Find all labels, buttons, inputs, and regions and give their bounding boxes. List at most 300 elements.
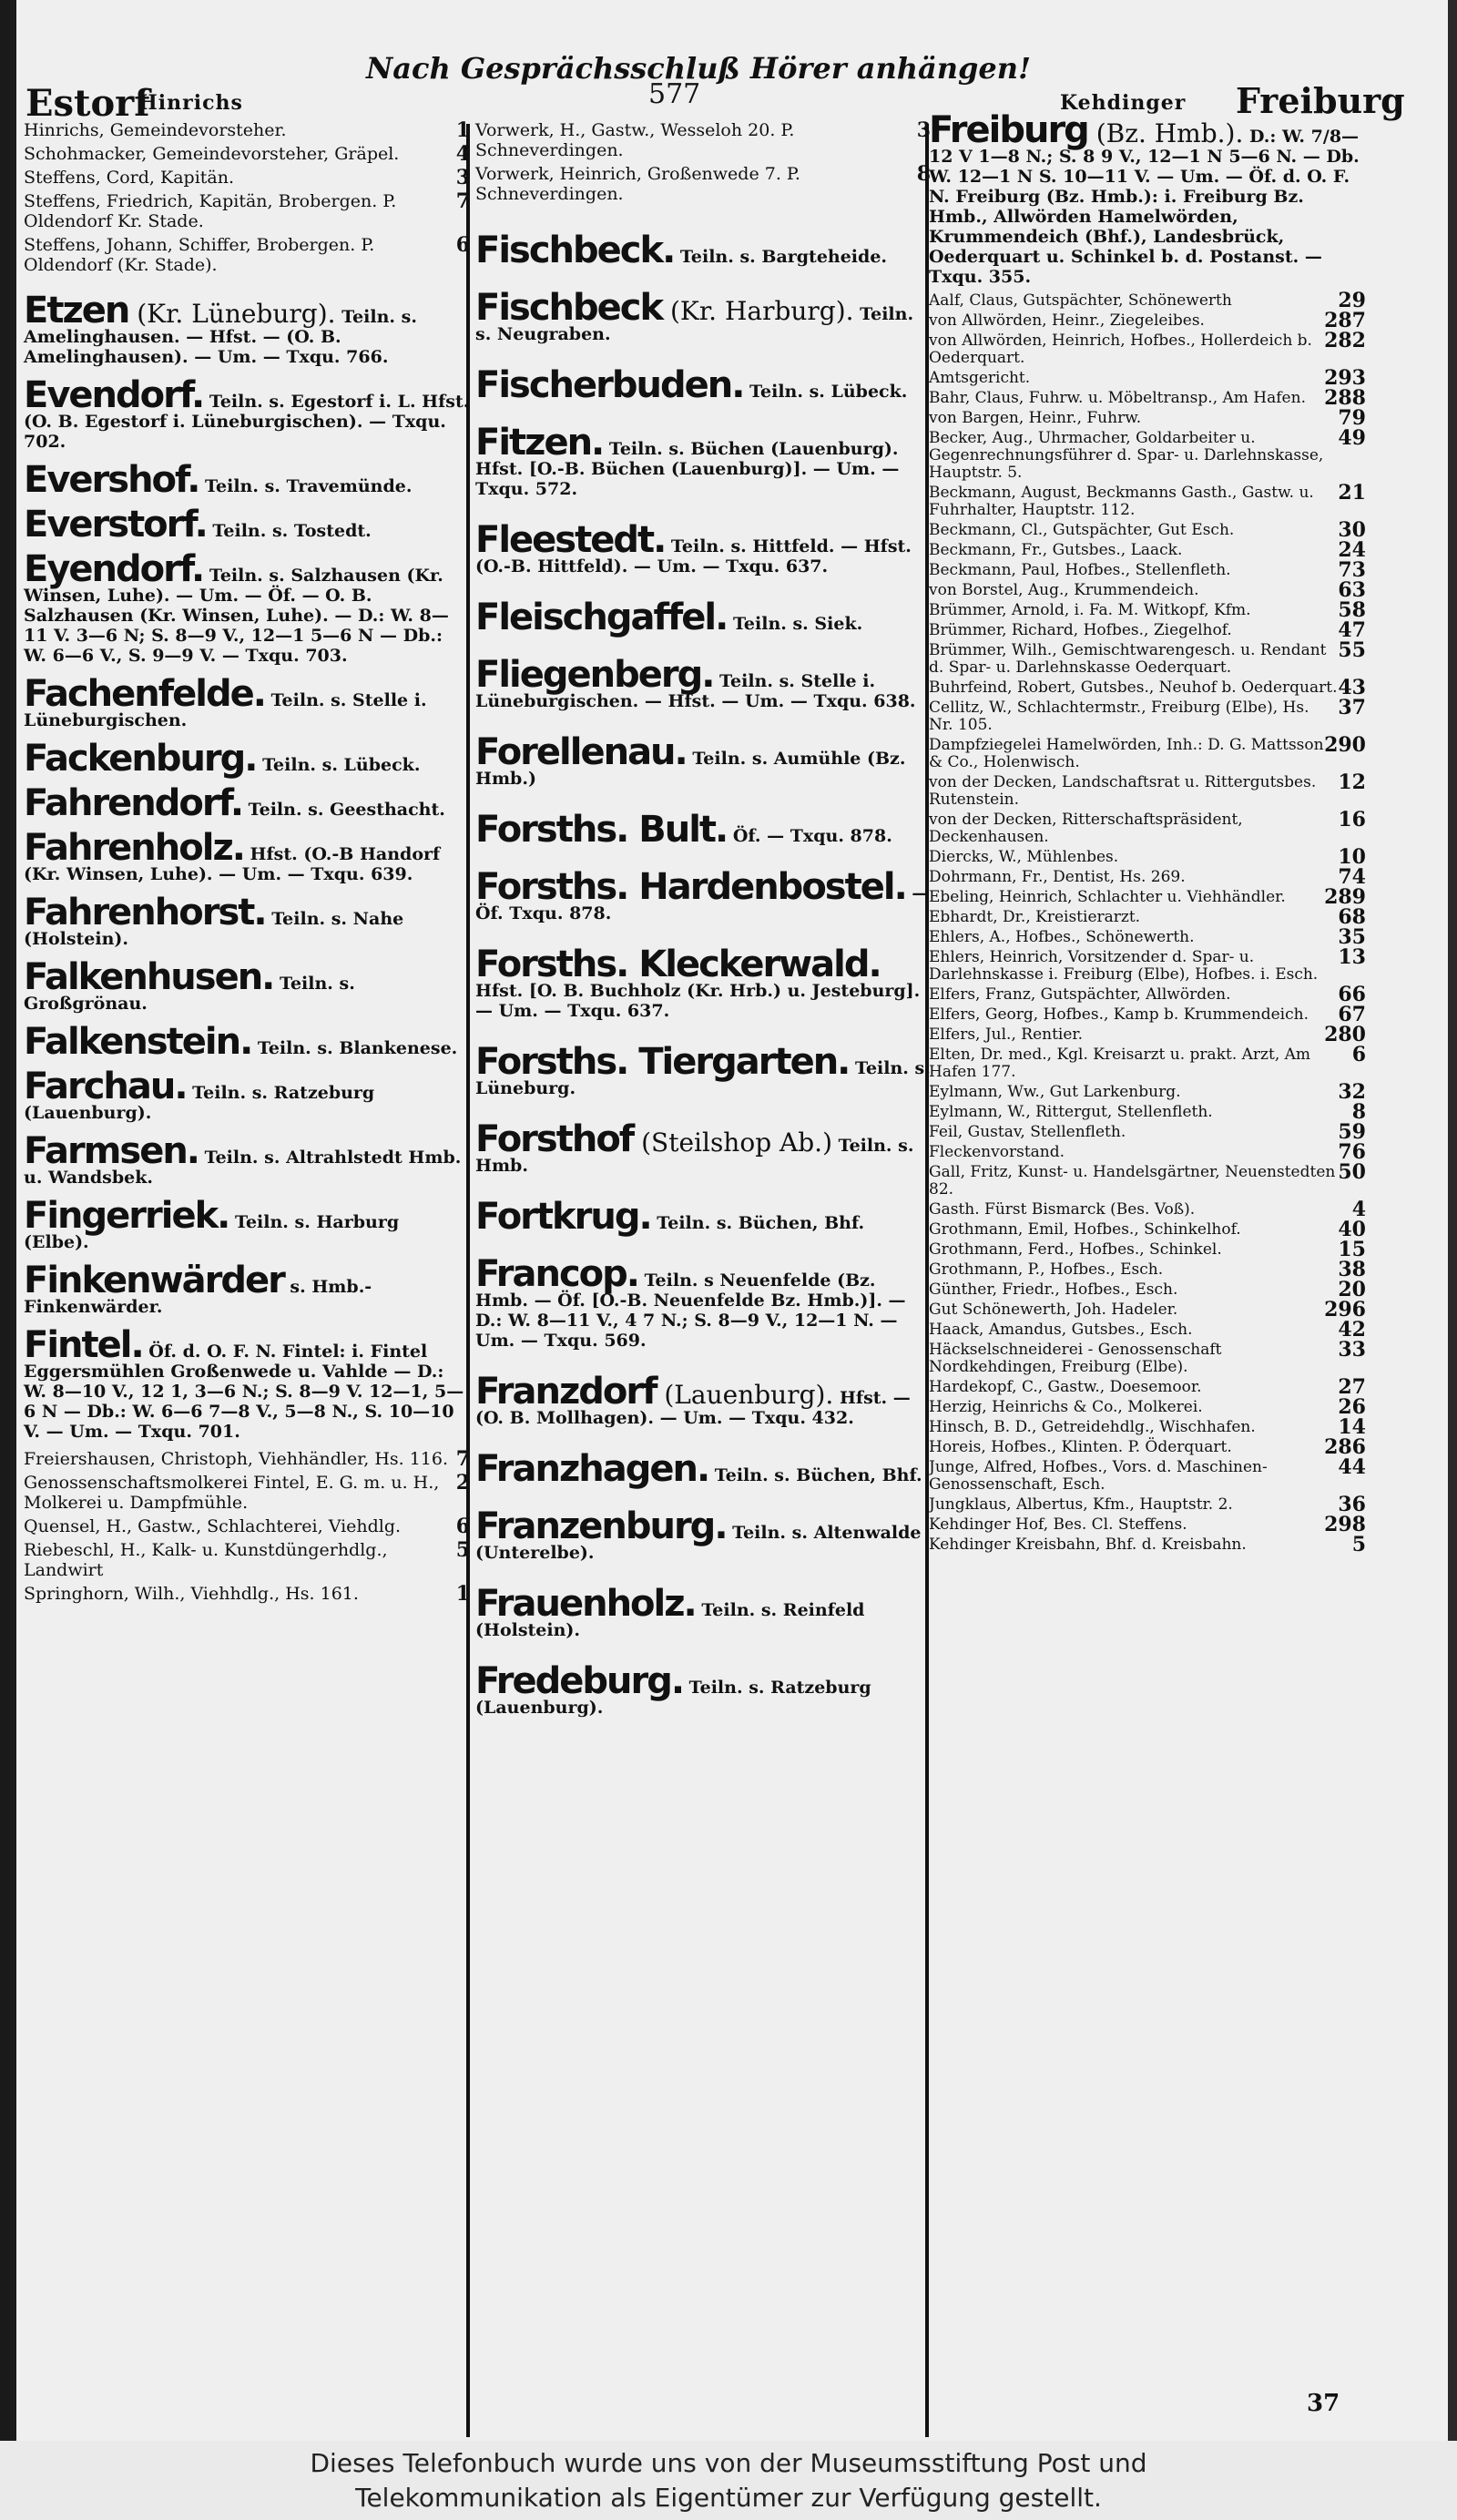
listing-text: Beckmann, Cl., Gutspächter, Gut Esch. [929, 521, 1235, 539]
place-info: Teiln. s. Büchen (Lauenburg). Hfst. [O.-B. Büchen (Lauenburg)]. — Um. — Txqu. 572. [475, 439, 900, 499]
place-name: Etzen [24, 290, 129, 332]
listing-text: Riebeschl, H., Kalk- u. Kunstdüngerhdlg., Landwirt [24, 1540, 388, 1580]
place-entry [475, 866, 931, 923]
listing-text: Junge, Alfred, Hofbes., Vors. d. Maschinen-Genossenschaft, Esch. [929, 1458, 1268, 1494]
listing-text: Grothmann, P., Hofbes., Esch. [929, 1260, 1164, 1279]
listing-text: Genossenschaftsmolkerei Fintel, E. G. m. u. H., Molkerei u. Dampfmühle. [24, 1473, 440, 1513]
place-info: Teiln. s. Travemünde. [199, 476, 413, 496]
listing-entry [929, 1435, 1366, 1459]
phone-number: 3 [455, 166, 470, 189]
header-page-number: 577 [648, 78, 701, 110]
phone-number: 8 [1351, 1100, 1366, 1124]
listing-text: Elten, Dr. med., Kgl. Kreisarzt u. prakt. Arzt, Am Hafen 177. [929, 1046, 1311, 1081]
column-3 [929, 109, 1366, 1556]
phone-number: 286 [1324, 1435, 1366, 1459]
listing-entry [929, 1080, 1366, 1104]
listing-entry [24, 120, 470, 140]
phone-number: 290 [1324, 733, 1366, 757]
listing-text: Häckselschneiderei - Genossenschaft Nordkehdingen, Freiburg (Elbe). [929, 1341, 1222, 1376]
listing-entry [24, 1584, 470, 1604]
listing-text: von Borstel, Aug., Krummendeich. [929, 581, 1199, 599]
place-name: Forsths. Bult. [475, 809, 728, 851]
listing-text: Grothmann, Emil, Hofbes., Schinkelhof. [929, 1220, 1241, 1239]
place-info: Teiln. s. Büchen, Bhf. [708, 1465, 922, 1485]
phone-number: 1 [455, 118, 470, 142]
listing-entry [24, 1516, 470, 1536]
listing-text: Jungklaus, Albertus, Kfm., Hauptstr. 2. [929, 1495, 1233, 1514]
listing-entry [929, 1395, 1366, 1419]
place-name: Franzhagen. [475, 1448, 709, 1490]
listing-entry [929, 598, 1366, 622]
phone-number: 20 [1338, 1278, 1366, 1301]
place-info: Hfst. — (O. B. Mollhagen). — Um. — Txqu. 432. [475, 1388, 911, 1428]
place-name: Francop. [475, 1253, 638, 1295]
phone-number: 282 [1324, 329, 1366, 352]
place-name: Fischerbuden. [475, 364, 744, 406]
place-name: Eyendorf. [24, 548, 204, 590]
place-info: Teiln. s. Ratzeburg (Lauenburg). [24, 1083, 375, 1123]
listing-entry [929, 1043, 1366, 1081]
place-info: Teiln. s. Lüneburg. [475, 1058, 931, 1098]
place-entry [24, 290, 470, 367]
phone-number: 42 [1338, 1318, 1366, 1342]
phone-number: 296 [1324, 1298, 1366, 1321]
listing-text: Brümmer, Wilh., Gemischtwarengesch. u. Rendant d. Spar- u. Darlehnskasse Oederquart. [929, 641, 1327, 677]
place-entry [475, 944, 931, 1021]
listing-entry [24, 1449, 470, 1469]
place-name: Fahrendorf. [24, 782, 243, 824]
place-info: Teiln. s Neuenfelde (Bz. Hmb. — Öf. [O.-B. Neuenfelde Bz. Hmb.)]. — D.: W. 8—11 V., 4 7 N.; S. 8—9 V., 12—1 N. — Um. — Txqu. 569. [475, 1270, 906, 1351]
listing-entry [929, 1455, 1366, 1494]
place-entry [475, 654, 931, 711]
phone-number: 40 [1338, 1218, 1366, 1241]
place-info: D.: W. 7/8—12 V 1—8 N.; S. 8 9 V., 12—1 N 5—6 N. — Db. W. 12—1 N S. 10—11 V. — Um. — Öf. d. O. F. N. Freiburg (Bz. Hmb.): i. Freiburg Bz. Hmb., Allwörden Hamelwörden, Krummendeich (Bhf.), Landesbrück, Oederquart u. Schinkel b. d. Postanst. — Txqu. 355. [929, 127, 1360, 287]
place-name: Fleischgaffel. [475, 597, 728, 638]
phone-number: 35 [1338, 925, 1366, 949]
place-name: Frauenholz. [475, 1583, 696, 1625]
header-right-name: Kehdinger [1060, 91, 1187, 115]
place-name: Fingerriek. [24, 1195, 229, 1237]
listing-entry [929, 518, 1366, 542]
place-name: Fischbeck. [475, 230, 675, 271]
listing-entry [929, 638, 1366, 677]
place-info: Teiln. s. Neugraben. [475, 304, 914, 344]
place-entry [24, 1130, 470, 1188]
listing-text: Gut Schönewerth, Joh. Hadeler. [929, 1301, 1178, 1319]
place-entry [475, 422, 931, 499]
listing-text: Ehlers, Heinrich, Vorsitzender d. Spar- u. Darlehnskasse i. Freiburg (Elbe), Hofbes. i. Esch. [929, 948, 1319, 984]
listing-entry [929, 1375, 1366, 1399]
place-entry [24, 782, 470, 824]
listing-text: Dampfziegelei Hamelwörden, Inh.: D. G. Mattsson & Co., Holenwisch. [929, 736, 1324, 771]
listing-entry [475, 164, 931, 204]
listing-text: Kehdinger Kreisbahn, Bhf. d. Kreisbahn. [929, 1535, 1247, 1554]
listing-text: Kehdinger Hof, Bes. Cl. Steffens. [929, 1515, 1187, 1534]
listing-entry [24, 235, 470, 275]
phone-number: 32 [1338, 1080, 1366, 1104]
header-right-place: Freiburg [1236, 80, 1405, 121]
listing-entry [929, 1258, 1366, 1281]
listing-text: Feil, Gustav, Stellenfleth. [929, 1123, 1126, 1141]
place-name: Finkenwärder [24, 1260, 284, 1301]
place-entry [24, 459, 470, 501]
phone-number: 5 [455, 1538, 470, 1562]
phone-number: 68 [1338, 905, 1366, 929]
listing-entry [929, 845, 1366, 869]
listing-entry [929, 578, 1366, 602]
phone-number: 280 [1324, 1023, 1366, 1046]
listing-text: Beckmann, Paul, Hofbes., Stellenfleth. [929, 561, 1231, 579]
place-name: Fortkrug. [475, 1196, 651, 1238]
phone-number: 29 [1338, 289, 1366, 312]
place-entry [475, 287, 931, 344]
footer-notice [0, 2441, 1457, 2520]
phone-number: 67 [1338, 1003, 1366, 1026]
listing-entry [929, 1513, 1366, 1536]
listing-text: Fleckenvorstand. [929, 1143, 1065, 1161]
place-qualifier: (Steilshop Ab.) [633, 1127, 832, 1158]
listing-text: Elfers, Franz, Gutspächter, Allwörden. [929, 985, 1231, 1004]
listing-entry [929, 386, 1366, 410]
place-info: Teiln. s. Salzhausen (Kr. Winsen, Luhe). — Um. — Öf. — O. B. Salzhausen (Kr. Winsen, Luhe). — D.: W. 8—11 V. 3—6 N; S. 8—9 V., 12—1 5—6 N — Db.: W. 6—6 V., S. 9—9 V. — Txqu. 703. [24, 566, 449, 666]
listing-text: Hinsch, B. D., Getreidehdlg., Wischhafen. [929, 1418, 1256, 1436]
place-entry [24, 1021, 470, 1063]
place-entry [475, 809, 931, 851]
place-info: Teiln. s. Egestorf i. L. Hfst. (O. B. Egestorf i. Lüneburgischen). — Txqu. 702. [24, 392, 470, 452]
phone-number: 289 [1324, 885, 1366, 909]
place-qualifier: (Kr. Harburg). [662, 296, 854, 326]
listing-entry [929, 925, 1366, 949]
listing-entry [929, 1415, 1366, 1439]
listing-text: Brümmer, Richard, Hofbes., Ziegelhof. [929, 621, 1232, 639]
listing-text: Horeis, Hofbes., Klinten. P. Öderquart. [929, 1438, 1232, 1456]
phone-number: 6 [455, 1515, 470, 1538]
place-name: Falkenstein. [24, 1021, 252, 1063]
listing-text: Elfers, Georg, Hofbes., Kamp b. Krummendeich. [929, 1005, 1309, 1024]
phone-number: 43 [1338, 676, 1366, 699]
phone-number: 12 [1338, 770, 1366, 794]
phone-number: 79 [1338, 406, 1366, 430]
listing-entry [24, 168, 470, 188]
phone-number: 16 [1338, 808, 1366, 831]
place-name: Fliegenberg. [475, 654, 714, 696]
phone-number: 287 [1324, 309, 1366, 332]
place-entry [24, 504, 470, 546]
place-info: Teiln. s. Lübeck. [743, 382, 908, 402]
listing-entry [24, 1473, 470, 1513]
place-entry [475, 1041, 931, 1098]
place-info: s. Hmb.-Finkenwärder. [24, 1277, 372, 1317]
place-name: Fackenburg. [24, 738, 257, 780]
place-name: Evendorf. [24, 374, 204, 416]
phone-number: 47 [1338, 618, 1366, 642]
listing-text: Brümmer, Arnold, i. Fa. M. Witkopf, Kfm. [929, 601, 1251, 619]
place-entry [475, 1371, 931, 1428]
phone-number: 37 [1338, 696, 1366, 719]
place-name: Fischbeck [475, 287, 663, 329]
phone-number: 6 [455, 233, 470, 257]
place-info: Teiln. s. Hmb. [475, 1136, 914, 1176]
place-info: Teiln. s. Büchen, Bhf. [650, 1213, 865, 1233]
place-info: Öf. d. O. F. N. Fintel: i. Fintel Eggersmühlen Großenwede u. Vahlde — D.: W. 8—10 V., 12 1, 3—6 N.; S. 8—9 V. 12—1, 5—6 N — Db.: W. 6—6 7—8 V., 5—8 N., S. 10—10 V. — Um. — Txqu. 701. [24, 1342, 464, 1442]
place-info: Teiln. s. Ratzeburg (Lauenburg). [475, 1678, 871, 1718]
place-info: Teiln. s. Blankenese. [251, 1038, 458, 1058]
phone-number: 6 [1351, 1043, 1366, 1066]
listing-entry [929, 1298, 1366, 1321]
phone-number: 4 [455, 142, 470, 166]
phone-number: 21 [1338, 481, 1366, 505]
listing-text: Vorwerk, H., Gastw., Wesseloh 20. P. Schneverdingen. [475, 120, 795, 160]
phone-number: 1 [455, 1582, 470, 1606]
listing-entry [929, 983, 1366, 1006]
place-entry [475, 1660, 931, 1718]
phone-number: 59 [1338, 1120, 1366, 1144]
listing-text: Eylmann, Ww., Gut Larkenburg. [929, 1083, 1181, 1101]
listing-entry [929, 1493, 1366, 1516]
listing-text: Ebeling, Heinrich, Schlachter u. Viehhändler. [929, 888, 1286, 906]
listing-entry [929, 1533, 1366, 1556]
place-entry [475, 731, 931, 789]
phone-number: 298 [1324, 1513, 1366, 1536]
place-entry [24, 738, 470, 780]
place-entry [475, 597, 931, 638]
place-entry [24, 892, 470, 949]
listing-text: Diercks, W., Mühlenbes. [929, 848, 1119, 866]
phone-number: 63 [1338, 578, 1366, 602]
listing-entry [929, 733, 1366, 771]
phone-number: 14 [1338, 1415, 1366, 1439]
place-name: Freiburg [929, 109, 1088, 151]
phone-number: 8 [916, 162, 931, 186]
listing-entry [929, 1023, 1366, 1046]
listing-entry [929, 905, 1366, 929]
place-entry [24, 956, 470, 1014]
phone-number: 76 [1338, 1140, 1366, 1164]
place-entry [475, 230, 931, 271]
place-name: Fleestedt. [475, 519, 666, 561]
listing-text: Vorwerk, Heinrich, Großenwede 7. P. Schneverdingen. [475, 164, 800, 204]
phone-number: 15 [1338, 1238, 1366, 1261]
phone-number: 4 [1351, 1198, 1366, 1221]
listing-text: Beckmann, Fr., Gutsbes., Laack. [929, 541, 1183, 559]
place-entry [475, 1505, 931, 1563]
place-info: Teiln. s. Stelle i. Lüneburgischen. [24, 690, 427, 730]
listing-entry [929, 1278, 1366, 1301]
phone-number: 13 [1338, 945, 1366, 969]
place-entry [24, 1260, 470, 1317]
place-name: Franzdorf [475, 1371, 657, 1413]
listing-entry [24, 191, 470, 231]
listing-entry [929, 1160, 1366, 1199]
listing-entry [929, 770, 1366, 809]
phone-number: 3 [916, 118, 931, 142]
header-notice: Nach Gesprächsschluß Hörer anhängen! [365, 51, 1032, 86]
listing-entry [475, 120, 931, 160]
place-info: Teiln. s. Großgrönau. [24, 974, 355, 1014]
header-left-place: Estorf [25, 82, 150, 125]
listing-entry [929, 309, 1366, 332]
listing-entry [929, 1238, 1366, 1261]
listing-entry [929, 1100, 1366, 1124]
listing-entry [929, 406, 1366, 430]
listing-text: von Allwörden, Heinrich, Hofbes., Hollerdeich b. Oederquart. [929, 332, 1312, 367]
place-info: Teiln. s. Altrahlstedt Hmb. u. Wandsbek. [24, 1148, 462, 1188]
listing-entry [929, 1140, 1366, 1164]
listing-entry [929, 1198, 1366, 1221]
phone-number: 36 [1338, 1493, 1366, 1516]
listing-text: Dohrmann, Fr., Dentist, Hs. 269. [929, 868, 1186, 886]
phone-number: 55 [1338, 638, 1366, 662]
listing-text: Beckmann, August, Beckmanns Gasth., Gastw. u. Fuhrhalter, Hauptstr. 112. [929, 484, 1314, 519]
place-entry [475, 364, 931, 406]
place-info: Teiln. s. Harburg (Elbe). [24, 1212, 400, 1252]
place-info: Teiln. s. Siek. [727, 614, 863, 634]
place-name: Evershof. [24, 459, 199, 501]
column-2 [475, 120, 931, 1718]
listing-text: Gall, Fritz, Kunst- u. Handelsgärtner, Neuenstedten 82. [929, 1163, 1336, 1199]
phone-number: 5 [1351, 1533, 1366, 1556]
place-entry [24, 673, 470, 730]
listing-text: Ehlers, A., Hofbes., Schönewerth. [929, 928, 1195, 946]
place-name: Fahrenholz. [24, 827, 244, 869]
place-name: Fintel. [24, 1324, 143, 1366]
listing-entry [929, 885, 1366, 909]
place-info: — Öf. Txqu. 878. [475, 883, 930, 923]
footer-line-2: Telekommunikation als Eigentümer zur Verfügung gestellt. [355, 2483, 1102, 2513]
listing-entry [929, 426, 1366, 482]
phone-number: 49 [1338, 426, 1366, 450]
place-name: Forsths. Tiergarten. [475, 1041, 850, 1083]
phone-number: 27 [1338, 1375, 1366, 1399]
place-name: Farchau. [24, 1066, 187, 1107]
listing-entry [929, 945, 1366, 984]
place-qualifier: (Bz. Hmb.). [1087, 118, 1244, 148]
listing-text: Schohmacker, Gemeindevorsteher, Gräpel. [24, 144, 400, 164]
page-edge-right [1448, 0, 1457, 2441]
phone-number: 2 [455, 1471, 470, 1495]
place-info: Teiln. s. Stelle i. Lüneburgischen. — Hfst. — Um. — Txqu. 638. [475, 671, 916, 711]
listing-text: Freiershausen, Christoph, Viehhändler, Hs. 116. [24, 1449, 449, 1469]
listing-text: Springhorn, Wilh., Viehhdlg., Hs. 161. [24, 1584, 359, 1604]
place-name: Fahrenhorst. [24, 892, 266, 934]
place-info: Teiln. s. Reinfeld (Holstein). [475, 1600, 865, 1640]
place-entry [24, 374, 470, 452]
phone-number: 30 [1338, 518, 1366, 542]
phone-number: 44 [1338, 1455, 1366, 1479]
place-name: Forsths. Kleckerwald. [475, 944, 881, 985]
listing-text: von Bargen, Heinr., Fuhrw. [929, 409, 1142, 427]
place-info: Teiln. s. Hittfeld. — Hfst. (O.-B. Hittfeld). — Um. — Txqu. 637. [475, 536, 912, 576]
place-entry [475, 1196, 931, 1238]
listing-text: Hinrichs, Gemeindevorsteher. [24, 120, 287, 140]
place-name: Forsthof [475, 1118, 634, 1160]
listing-entry [929, 865, 1366, 889]
place-info: Öf. — Txqu. 878. [727, 826, 892, 846]
phone-number: 293 [1324, 366, 1366, 390]
listing-text: Cellitz, W., Schlachtermstr., Freiburg (Elbe), Hs. Nr. 105. [929, 699, 1309, 734]
listing-text: Bahr, Claus, Fuhrw. u. Möbeltransp., Am Hafen. [929, 389, 1306, 407]
place-entry [475, 1583, 931, 1640]
listing-entry [929, 808, 1366, 846]
place-name: Forsths. Hardenbostel. [475, 866, 906, 908]
listing-text: Herzig, Heinrichs & Co., Molkerei. [929, 1398, 1203, 1416]
phone-number: 10 [1338, 845, 1366, 869]
place-entry [929, 109, 1366, 287]
place-info: Teiln. s. Aumühle (Bz. Hmb.) [475, 749, 906, 789]
listing-text: Grothmann, Ferd., Hofbes., Schinkel. [929, 1240, 1222, 1259]
listing-entry [24, 1540, 470, 1580]
phone-number: 24 [1338, 538, 1366, 562]
phone-number: 58 [1338, 598, 1366, 622]
phone-number: 73 [1338, 558, 1366, 582]
phone-number: 7 [455, 189, 470, 213]
listing-text: Aalf, Claus, Gutspächter, Schönewerth [929, 291, 1232, 310]
listing-text: Buhrfeind, Robert, Gutsbes., Neuhof b. Oederquart. [929, 678, 1338, 697]
place-entry [475, 1118, 931, 1176]
listing-text: Gasth. Fürst Bismarck (Bes. Voß). [929, 1200, 1196, 1219]
place-entry [24, 827, 470, 884]
listing-text: Steffens, Cord, Kapitän. [24, 168, 235, 188]
phone-number: 33 [1338, 1338, 1366, 1362]
spacer [24, 1442, 470, 1449]
phone-number: 66 [1338, 983, 1366, 1006]
place-info: Teiln. s. Altenwalde (Unterelbe). [475, 1523, 922, 1563]
page-edge-left [0, 0, 16, 2441]
listing-text: Quensel, H., Gastw., Schlachterei, Viehdlg. [24, 1516, 402, 1536]
footer-line-1: Dieses Telefonbuch wurde uns von der Museumsstiftung Post und [310, 2448, 1147, 2478]
listing-text: Günther, Friedr., Hofbes., Esch. [929, 1280, 1178, 1299]
listing-text: Becker, Aug., Uhrmacher, Goldarbeiter u. Gegenrechnungsführer d. Spar- u. Darlehnskasse, Hauptstr. 5. [929, 429, 1324, 482]
place-info: Teiln. s. Bargteheide. [674, 247, 888, 267]
place-entry [24, 1324, 470, 1442]
place-qualifier: (Lauenburg). [656, 1380, 834, 1410]
place-name: Farmsen. [24, 1130, 199, 1172]
place-entry [24, 1195, 470, 1252]
place-info: Teiln. s. Tostedt. [206, 521, 372, 541]
place-name: Falkenhusen. [24, 956, 274, 998]
place-entry [475, 519, 931, 576]
phone-number: 26 [1338, 1395, 1366, 1419]
listing-entry [929, 481, 1366, 519]
listing-entry [929, 1218, 1366, 1241]
listing-entry [929, 289, 1366, 312]
place-info: Hfst. (O.-B Handorf (Kr. Winsen, Luhe). — Um. — Txqu. 639. [24, 844, 441, 884]
listing-text: Hardekopf, C., Gastw., Doesemoor. [929, 1378, 1202, 1396]
place-name: Fachenfelde. [24, 673, 265, 715]
listing-text: Haack, Amandus, Gutsbes., Esch. [929, 1321, 1193, 1339]
place-name: Fredeburg. [475, 1660, 684, 1702]
page-corner-number: 37 [1307, 2390, 1340, 2417]
listing-text: Steffens, Friedrich, Kapitän, Brobergen. P. Oldendorf Kr. Stade. [24, 191, 397, 231]
listing-entry [929, 618, 1366, 642]
listing-entry [929, 366, 1366, 390]
place-qualifier: (Kr. Lüneburg). [128, 299, 336, 329]
listing-text: Amtsgericht. [929, 369, 1031, 387]
listing-entry [929, 1120, 1366, 1144]
listing-text: Elfers, Jul., Rentier. [929, 1025, 1084, 1044]
phone-number: 288 [1324, 386, 1366, 410]
place-info: Teiln. s. Geesthacht. [242, 800, 445, 820]
column-1 [24, 120, 470, 1607]
place-entry [475, 1448, 931, 1490]
place-name: Franzenburg. [475, 1505, 727, 1547]
listing-entry [929, 696, 1366, 734]
place-info: Teiln. s. Amelinghausen. — Hfst. — (O. B. Amelinghausen). — Um. — Txqu. 766. [24, 307, 417, 367]
listing-text: von Allwörden, Heinr., Ziegeleibes. [929, 311, 1205, 330]
listing-entry [24, 144, 470, 164]
listing-entry [929, 1318, 1366, 1342]
listing-text: Ebhardt, Dr., Kreistierarzt. [929, 908, 1141, 926]
